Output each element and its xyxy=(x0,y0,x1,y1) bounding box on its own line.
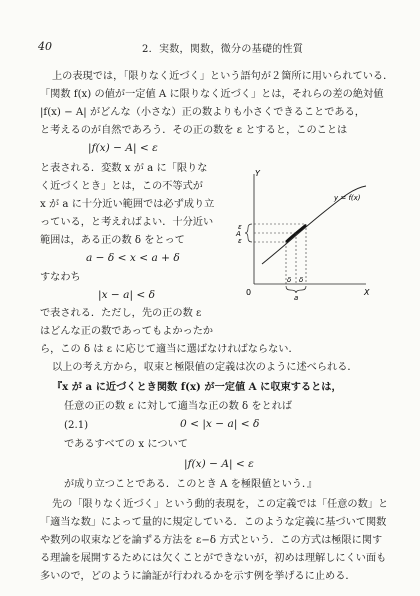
text-line: |f(x) − A| がどんな（小さな）正の数よりも小さくできることである， xyxy=(40,107,365,118)
epsilon-lower-label: ε xyxy=(238,237,242,245)
formula: |f(x) − A| < ε xyxy=(88,142,158,154)
formula: a − δ < x < a + δ xyxy=(86,252,180,264)
equation-label: (2.1) xyxy=(64,420,89,431)
text-line: る理論を展開するためには欠くことができないが，初めは理解しにくい面も xyxy=(40,553,387,564)
origin-label: 0 xyxy=(246,288,252,297)
running-header: 2．実数，関数，微分の基礎的性質 xyxy=(142,44,304,55)
text-line: と表される．変数 x が a に「限りな xyxy=(40,163,208,174)
text-line: 先の「限りなく近づく」という動的表現を，この定義では「任意の数」と xyxy=(52,499,389,510)
delta-right-label: δ xyxy=(299,276,304,284)
text-line: や数列の収束などを論ずる方法を ε−δ 方式という．この方式は極限に関す xyxy=(40,535,383,546)
formula: |f(x) − A| < ε xyxy=(184,458,254,470)
text-line: x が a に十分近い範囲では必ず成り立 xyxy=(40,199,215,210)
a-label: a xyxy=(294,294,299,302)
text-line: はどんな正の数であってもよかったか xyxy=(40,326,214,337)
text-line: が成り立つことである．このとき A を極限値という．』 xyxy=(64,479,318,490)
delta-brace xyxy=(286,286,306,293)
text-line: ら，この δ は ε に応じて適当に選ばなければならない． xyxy=(40,344,299,355)
x-axis-label: X xyxy=(364,288,370,297)
limit-figure xyxy=(224,166,374,306)
epsilon-brace xyxy=(245,224,252,242)
definition-line: 『x が a に近づくとき関数 f(x) が一定値 A に収束するとは， xyxy=(52,381,342,393)
epsilon-upper-label: ε xyxy=(238,223,242,231)
text-line: すなわち xyxy=(40,272,81,283)
text-line: 任意の正の数 ε に対して適当な正の数 δ をとれば xyxy=(64,401,293,412)
delta-left-label: δ xyxy=(287,276,292,284)
text-line: 上の表現では，「限りなく近づく」という語句が２箇所に用いられている． xyxy=(52,71,394,82)
A-label: A xyxy=(236,230,241,238)
text-line: と考えるのが自然であろう．その正の数を ε とすると，このことは xyxy=(40,125,348,136)
text-line: で表される．ただし，先の正の数 ε xyxy=(40,308,202,319)
text-line: 以上の考え方から，収束と極限値の定義は次のように述べられる． xyxy=(52,362,358,373)
text-line: 多いので，どのように論証が行われるかを示す例を挙げるに止める． xyxy=(40,571,356,582)
text-line: 「関数 f(x) の値が一定値 A に限りなく近づく」とは，それらの差の絶対値 xyxy=(40,89,384,100)
curve-label: y = f(x) xyxy=(334,194,361,202)
text-line: っている，と考えればよい．十分近い xyxy=(40,217,214,228)
y-axis-label: Y xyxy=(255,169,260,178)
formula: 0 < |x − a| < δ xyxy=(180,418,260,430)
text-line: 「適当な数」によって量的に規定している．このような定義に基づいて関数 xyxy=(40,517,387,528)
text-line: く近づくとき」とは，この不等式が xyxy=(40,181,203,192)
page-number: 40 xyxy=(38,40,52,53)
text-line: であるすべての x について xyxy=(64,439,188,450)
formula: |x − a| < δ xyxy=(98,289,156,301)
text-line: 範囲は，ある正の数 δ をとって xyxy=(40,235,185,246)
